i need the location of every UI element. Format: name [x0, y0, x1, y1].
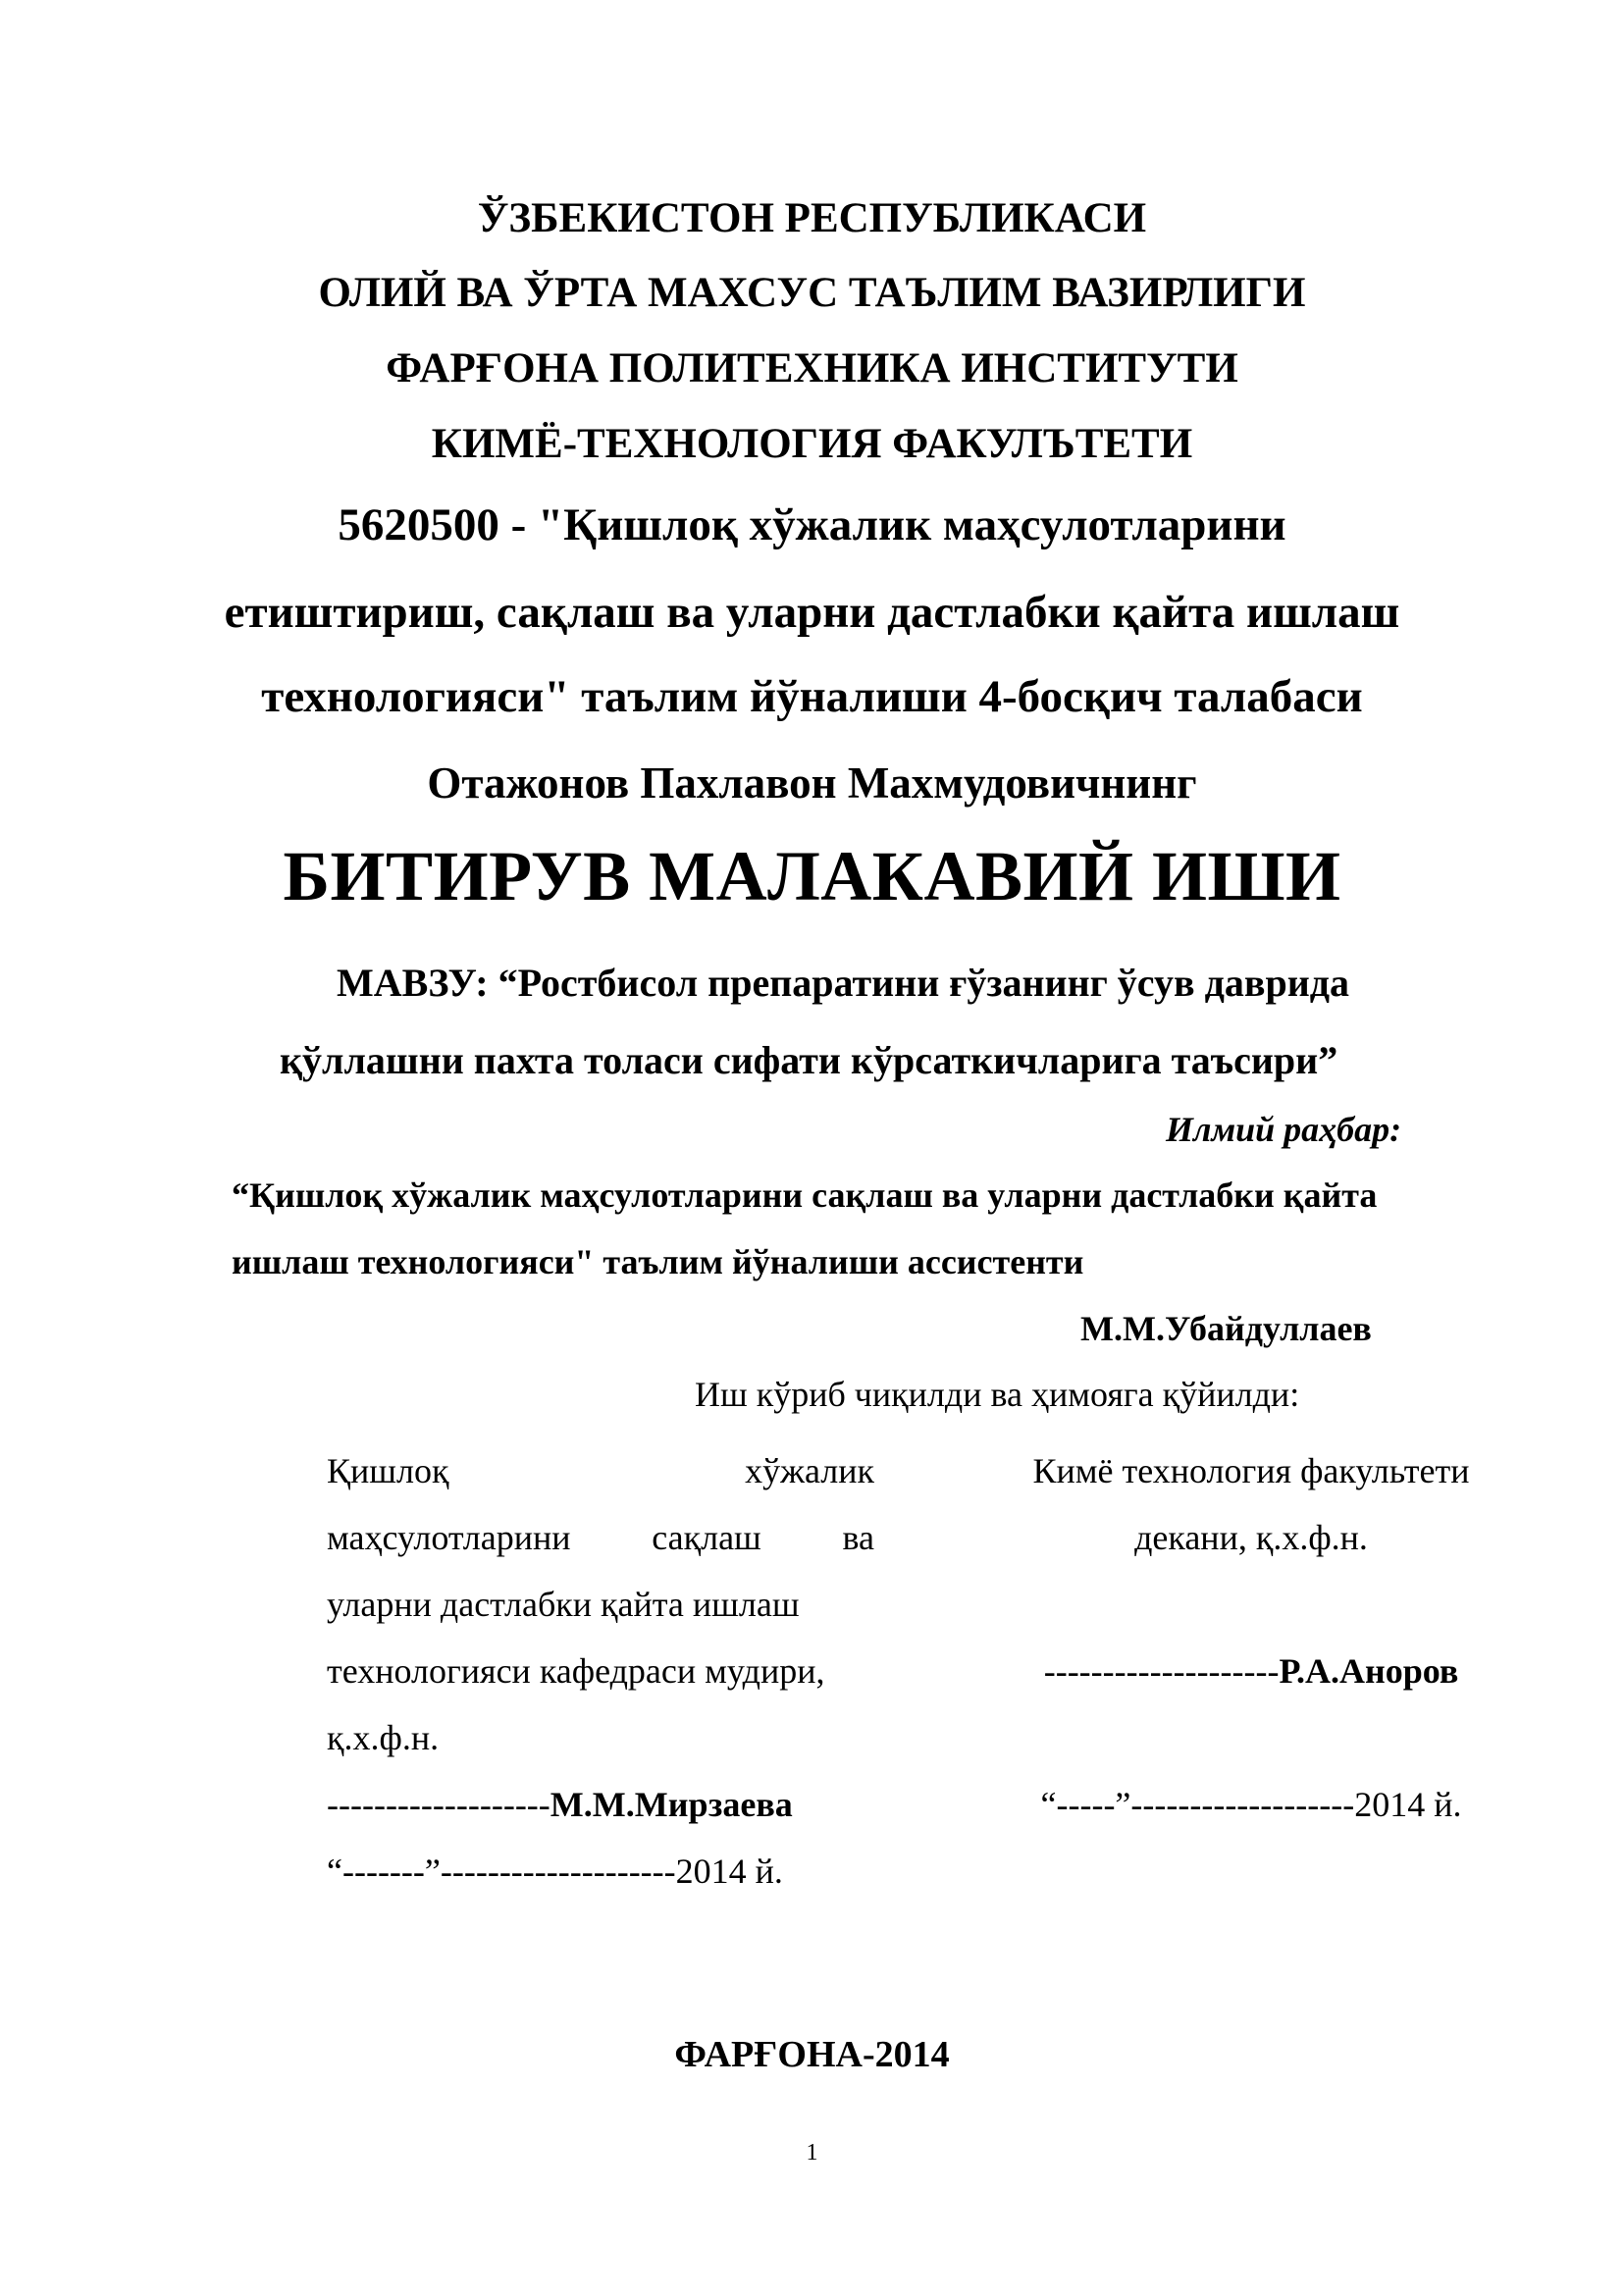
signature-line: --------------------: [1043, 1651, 1280, 1691]
department-head-word: маҳсулотларини: [327, 1518, 571, 1557]
department-head-block: [327, 1437, 874, 1905]
topic-line-2: қўллашни пахта толаси сифати кўрсаткичларига таъсири”: [280, 1038, 1338, 1082]
work-title: БИТИРУВ МАЛАКАВИЙ ИШИ: [283, 837, 1341, 915]
student-name: Отажонов Пахлавон Махмудовичнинг: [427, 758, 1197, 808]
supervisor-line-1: “Қишлоқ хўжалик маҳсулотларини сақлаш ва уларни дастлабки қайта: [232, 1175, 1378, 1215]
city-year: ФАРҒОНА-2014: [674, 2034, 950, 2075]
specialty-line-3: технологияси" таълим йўналиши 4-босқич талабаси: [261, 671, 1363, 722]
dean-title-line-1: Кимё технология факультети: [1032, 1451, 1470, 1490]
dean-title-line-2: декани, қ.х.ф.н.: [1134, 1518, 1368, 1557]
department-head-row-1: [327, 1437, 874, 1504]
republic-heading: ЎЗБЕКИСТОН РЕСПУБЛИКАСИ: [477, 195, 1147, 241]
department-head-row-5: қ.х.ф.н.: [327, 1718, 440, 1757]
department-head-word: сақлаш: [652, 1518, 761, 1557]
signature-line: -------------------: [327, 1785, 550, 1824]
department-head-row-4: технологияси кафедраси мудири,: [327, 1651, 825, 1691]
supervisor-name: М.М.Убайдуллаев: [1080, 1309, 1372, 1348]
department-head-signature: [327, 1771, 874, 1838]
specialty-line-1: 5620500 - "Қишлоқ хўжалик маҳсулотларини: [338, 499, 1286, 550]
dean-name: Р.А.Аноров: [1279, 1651, 1459, 1691]
department-head-name: М.М.Мирзаева: [550, 1785, 793, 1824]
dean-signature: [986, 1638, 1516, 1704]
topic-line-1: МАВЗУ: “Ростбисол препаратини ғўзанинг ўсув даврида: [337, 961, 1349, 1005]
faculty-heading: КИМЁ-ТЕХНОЛОГИЯ ФАКУЛЪТЕТИ: [431, 421, 1193, 467]
department-head-row-3: уларни дастлабки қайта ишлаш: [327, 1585, 800, 1624]
department-head-word: Қишлоқ: [327, 1451, 449, 1490]
page-number: 1: [806, 2140, 818, 2166]
review-note: Иш кўриб чиқилди ва ҳимояга қўйилди:: [695, 1375, 1300, 1414]
department-head-row-2: [327, 1504, 874, 1571]
dean-date: “-----”-------------------2014 й.: [1040, 1785, 1462, 1824]
department-head-word: хўжалик: [745, 1451, 874, 1490]
department-head-word: ва: [842, 1518, 874, 1557]
supervisor-label: Илмий раҳбар:: [1166, 1110, 1402, 1149]
ministry-heading: ОЛИЙ ВА ЎРТА МАХСУС ТАЪЛИМ ВАЗИРЛИГИ: [318, 270, 1306, 316]
dean-block: [986, 1437, 1516, 1838]
institute-heading: ФАРҒОНА ПОЛИТЕХНИКА ИНСТИТУТИ: [386, 345, 1238, 391]
supervisor-line-2: ишлаш технологияси" таълим йўналиши ассистенти: [232, 1242, 1084, 1281]
specialty-line-2: етиштириш, сақлаш ва уларни дастлабки қайта ишлаш: [224, 587, 1400, 638]
department-head-date: “-------”--------------------2014 й.: [327, 1852, 783, 1891]
